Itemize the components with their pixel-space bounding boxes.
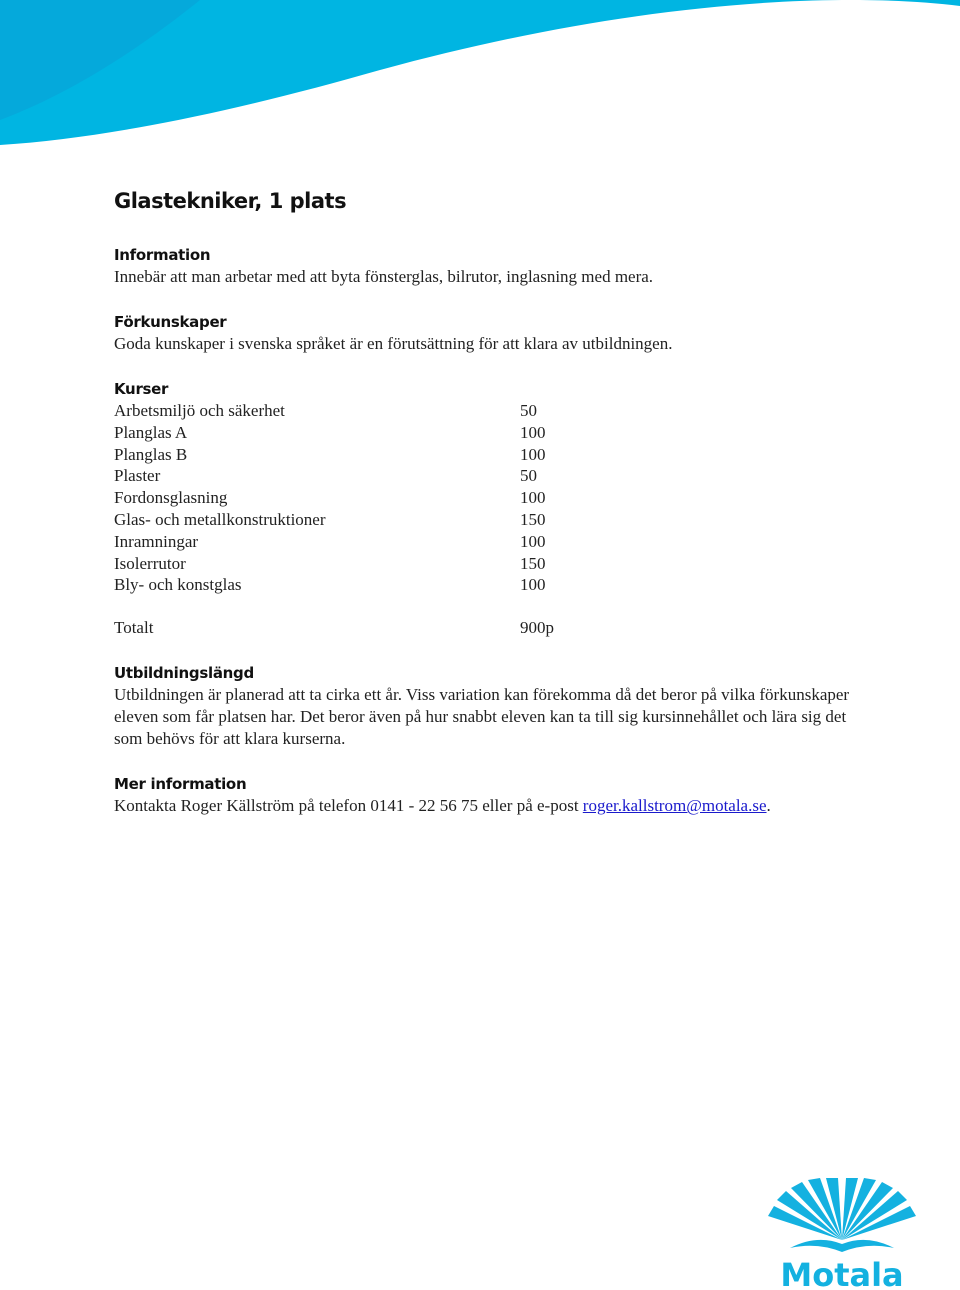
- course-points: 100: [520, 575, 546, 595]
- email-link[interactable]: roger.kallstrom@motala.se: [582, 796, 767, 816]
- course-row: [114, 444, 874, 466]
- course-row: [114, 531, 874, 553]
- more-info-section: [114, 773, 874, 817]
- course-points: 150: [520, 509, 546, 529]
- courses-section: [114, 378, 874, 639]
- course-name: Fordonsglasning: [114, 488, 228, 508]
- course-name: Isolerrutor: [114, 553, 186, 573]
- course-row: [114, 553, 874, 575]
- page-title: Glastekniker, 1 plats: [114, 189, 347, 213]
- course-name: Planglas B: [114, 444, 188, 464]
- course-points: 150: [520, 553, 546, 573]
- document-content: [114, 186, 874, 840]
- duration-heading: Utbildningslängd: [114, 664, 254, 683]
- courses-heading: Kurser: [114, 380, 169, 398]
- more-info-heading: Mer information: [114, 775, 247, 794]
- course-name: Glas- och metallkonstruktioner: [114, 509, 326, 529]
- course-name: Planglas A: [114, 422, 188, 442]
- course-points: 50: [520, 466, 537, 486]
- course-points: 100: [520, 488, 546, 508]
- duration-section: [114, 662, 874, 750]
- course-name: Arbetsmiljö och säkerhet: [114, 401, 285, 420]
- course-row: [114, 422, 874, 444]
- course-points: 100: [520, 531, 546, 551]
- course-points: 100: [520, 422, 546, 442]
- motala-logo: [762, 1178, 922, 1290]
- contact-text-after: .: [766, 796, 771, 816]
- course-list: [114, 400, 874, 596]
- contact-text: [114, 795, 874, 817]
- course-name: Plaster: [114, 466, 161, 486]
- total-label: Totalt: [114, 618, 154, 638]
- course-points: 50: [520, 401, 537, 420]
- contact-text-before: Kontakta Roger Källström på telefon 0141 - 22 56 75 eller på e-post: [114, 796, 583, 816]
- total-row: [114, 617, 874, 639]
- prerequisites-section: [114, 311, 874, 355]
- course-name: Bly- och konstglas: [114, 575, 242, 595]
- logo-wordmark: Motala: [780, 1256, 904, 1290]
- course-row: [114, 465, 874, 487]
- course-row: [114, 509, 874, 531]
- information-section: [114, 244, 874, 288]
- prerequisites-heading: Förkunskaper: [114, 313, 227, 331]
- course-row: [114, 487, 874, 509]
- information-heading: Information: [114, 246, 211, 264]
- total-value: 900p: [520, 618, 554, 638]
- course-name: Inramningar: [114, 531, 199, 551]
- course-points: 100: [520, 444, 546, 464]
- course-row: [114, 574, 874, 596]
- duration-text: Utbildningen är planerad att ta cirka ett år. Viss variation kan förekomma då det beror på vilka förkunskaper eleven som får platsen har. Det beror även på hur snabbt eleven kan ta till sig kursinnehållet och lära sig det som behövs för att klara kurserna.: [114, 685, 850, 749]
- prerequisites-text: Goda kunskaper i svenska språket är en förutsättning för att klara av utbildningen.: [114, 334, 673, 353]
- information-text: Innebär att man arbetar med att byta fönsterglas, bilrutor, inglasning med mera.: [114, 267, 654, 286]
- course-row: [114, 400, 874, 422]
- header-wave-decoration: [0, 0, 960, 150]
